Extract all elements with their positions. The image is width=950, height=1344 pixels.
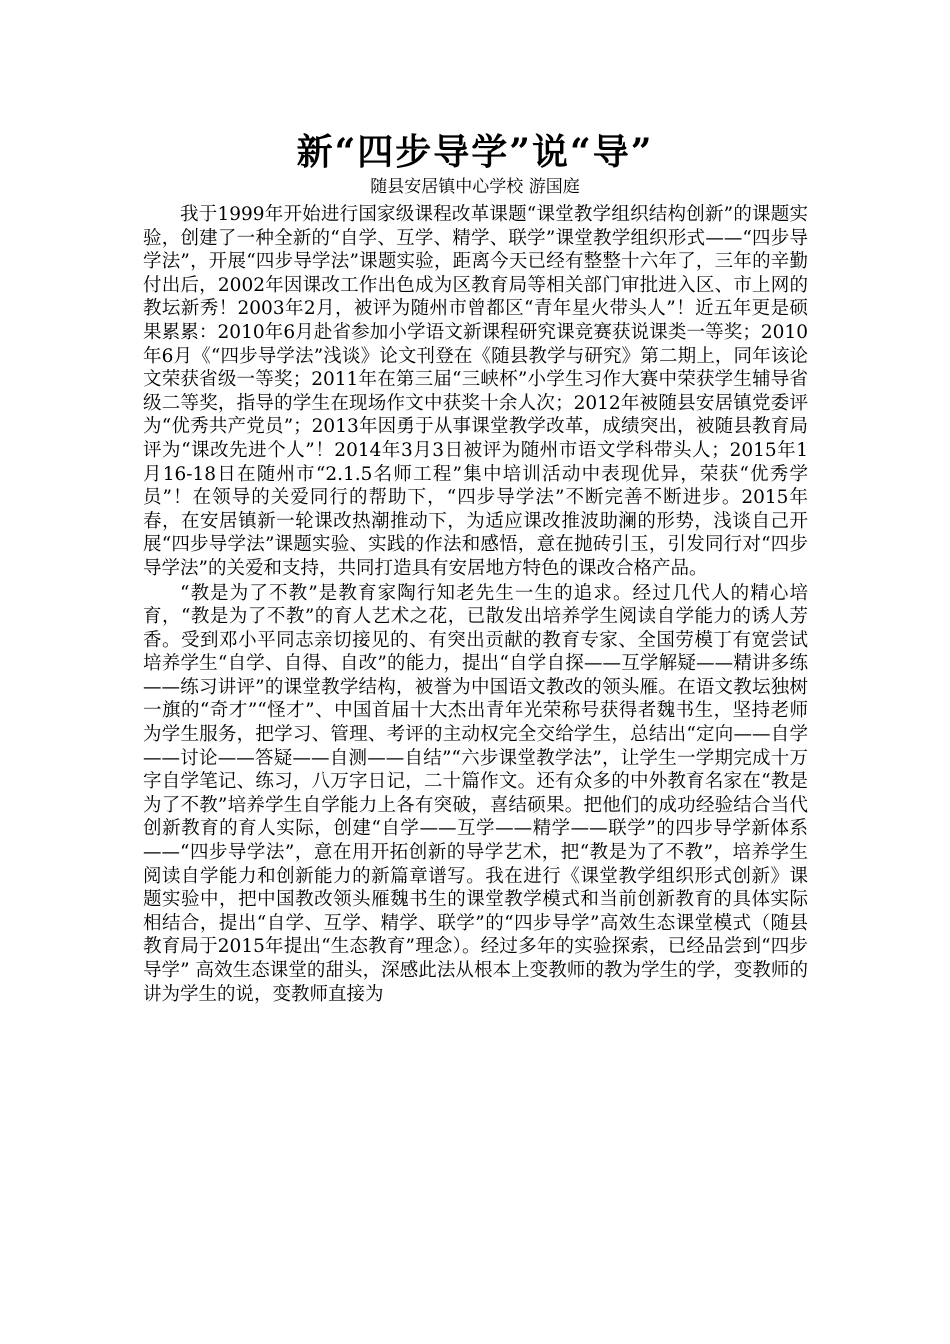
body-paragraph: 我于1999年开始进行国家级课程改革课题“课堂教学组织结构创新”的课题实验，创建了一种全新的“自学、互学、精学、联学”课堂教学组织形式——“四步导学法”，开展“四步导学法”课题实验，距离今天已经有整整十六年了，三年的辛勤付出后，2002年因课改工作出色成为区教育局等相关部门审批进入区、市上网的教坛新秀！2003年2月，被评为随州市曾都区“青年星火带头人”！近五年更是硕果累累：2010年6月赴省参加小学语文新课程研究课竞赛获说课类一等奖；2010年6月《“四步导学法”浅谈》论文刊登在《随县教学与研究》第二期上，同年该论文荣获省级一等奖；2011年在第三届“三峡杯”小学生习作大赛中荣获学生辅导省级二等奖，指导的学生在现场作文中获奖十余人次；2012年被随县安居镇党委评为“优秀共产党员”；2013年因勇于从事课堂教学改革，成绩突出，被随县教育局评为“课改先进个人”！2014年3月3日被评为随州市语文学科带头人；2015年1月16-18日在随州市“2.1.5名师工程”集中培训活动中表现优异，荣获“优秀学员”！在领导的关爱同行的帮助下，“四步导学法”不断完善不断进步。2015年春，在安居镇新一轮课改热潮推动下，为适应课改推波助澜的形势，浅谈自己开展“四步导学法”课题实验、实践的作法和感悟，意在抛砖引玉，引发同行对“四步导学法”的关爱和支持，共同打造具有安居地方特色的课改合格产品。 bbox=[143, 204, 808, 579]
document-author: 随县安居镇中心学校 游国庭 bbox=[370, 177, 580, 197]
body-paragraph: “教是为了不教”是教育家陶行知老先生一生的追求。经过几代人的精心培育，“教是为了不教”的育人艺术之花，已散发出培养学生阅读自学能力的诱人芳香。受到邓小平同志亲切接见的、有突出贡献的教育专家、全国劳模丁有宽尝试培养学生“自学、自得、自改”的能力，提出“自学自探——互学解疑——精讲多练——练习讲评”的课堂教学结构，被誉为中国语文教改的领头雁。在语文教坛独树一旗的“奇才”“怪才”、中国首届十大杰出青年光荣称号获得者魏书生，坚持老师为学生服务，把学习、管理、考评的主动权完全交给学生，总结出“定向——自学——讨论——答疑——自测——自结”“六步课堂教学法”，让学生一学期完成十万字自学笔记、练习，八万字日记，二十篇作文。还有众多的中外教育名家在“教是为了不教”培养学生自学能力上各有突破，喜结硕果。把他们的成功经验结合当代创新教育的育人实际，创建“自学——互学——精学——联学”的四步导学新体系——“四步导学法”，意在用开拓创新的导学艺术，把“教是为了不教”，培养学生阅读自学能力和创新能力的新篇章谱写。我在进行《课堂教学组织形式创新》课题实验中，把中国教改领头雁魏书生的课堂教学模式和当前创新教育的具体实际相结合，提出“自学、互学、精学、联学”的“四步导学”高效生态课堂模式（随县教育局于2015年提出“生态教育”理念）。经过多年的实验探索，已经品尝到“四步导学” 高效生态课堂的甜头，深感此法从根本上变教师的教为学生的学，变教师的讲为学生的说，变教师直接为 bbox=[143, 582, 808, 1005]
document-body bbox=[143, 203, 808, 1006]
document-title: 新“四步导学”说“导” bbox=[296, 131, 654, 173]
